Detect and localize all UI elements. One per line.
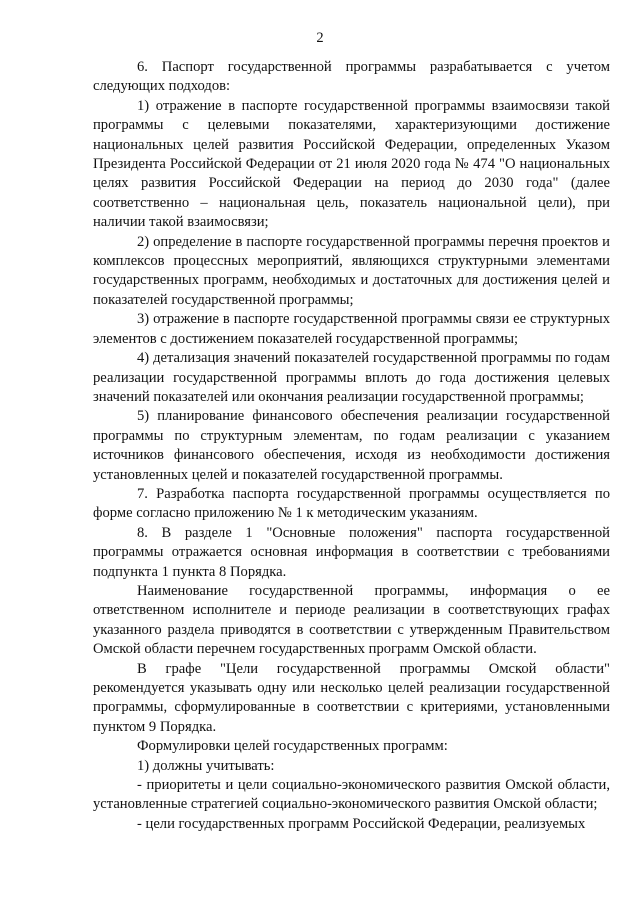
document-body xyxy=(93,58,610,834)
paragraph-subitem-2: 2) определение в паспорте государственной программы перечня проектов и комплексов процессных мероприятий, являющихся структурными элементами государственных программ, необходимых и достаточных для достижения целей и показателей государственной программы; xyxy=(93,233,610,308)
paragraph-item-6: 6. Паспорт государственной программы разрабатывается с учетом следующих подходов: xyxy=(93,59,610,95)
paragraph-subitem-5: 5) планирование финансового обеспечения реализации государственной программы по структурным элементам, по годам реализации с указанием источников финансового обеспечения, исходя из необходимости достижения установленных целей и показателей государственной программы. xyxy=(93,408,610,483)
paragraph-should-consider: 1) должны учитывать: xyxy=(137,757,275,774)
paragraph-federal-goals-bullet: - цели государственных программ Российской Федерации, реализуемых xyxy=(137,815,586,832)
page-number: 2 xyxy=(316,30,324,46)
paragraph-goal-wording: Формулировки целей государственных программ: xyxy=(137,738,448,755)
paragraph-item-7: 7. Разработка паспорта государственной программы осуществляется по форме согласно приложению № 1 к методическим указаниям. xyxy=(93,485,610,522)
paragraph-priorities-bullet: - приоритеты и цели социально-экономического развития Омской области, установленные стратегией социально-экономического развития Омской области; xyxy=(93,777,610,813)
paragraph-item-8: 8. В разделе 1 "Основные положения" паспорта государственной программы отражается основная информация в соответствии с требованиями подпункта 1 пункта 8 Порядка. xyxy=(93,524,610,580)
paragraph-subitem-1: 1) отражение в паспорте государственной программы взаимосвязи такой программы с целевыми показателями, характеризующими достижение национальных целей развития Российской Федерации, определенных Указом Президента Российской Федерации от 21 июля 2020 года № 474 "О национальных целях развития Российской Федерации на период до 2030 года" (далее соответственно – национальная цель, показатель национальной цели), при наличии такой взаимосвязи; xyxy=(93,97,610,231)
paragraph-subitem-3: 3) отражение в паспорте государственной программы связи ее структурных элементов с достижением показателей государственной программы; xyxy=(93,311,610,347)
paragraph-subitem-4: 4) детализация значений показателей государственной программы по годам реализации государственной программы вплоть до года достижения целевых значений показателей или окончания реализации государственной программы; xyxy=(93,350,610,405)
paragraph-program-name-info: Наименование государственной программы, информация о ее ответственном исполнителе и периоде реализации в соответствующих графах указанного раздела приводятся в соответствии с утвержденным Правительством Омской области перечнем государственных программ Омской области. xyxy=(93,582,610,658)
paragraph-program-goals: В графе "Цели государственной программы Омской области" рекомендуется указывать одну или несколько целей реализации государственной программы, сформулированные в соответствии с критериями, установленными пунктом 9 Порядка. xyxy=(93,660,610,735)
